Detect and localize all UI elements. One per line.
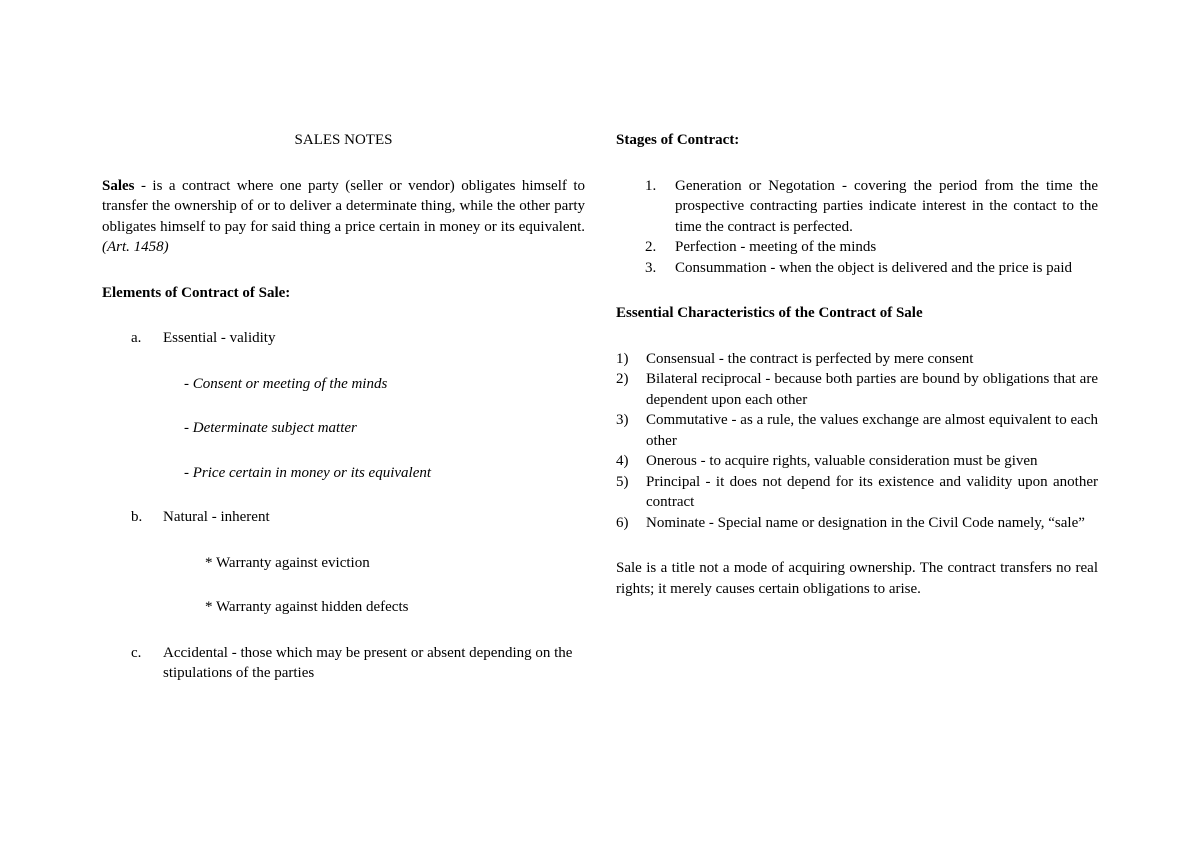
characteristic-text: Bilateral reciprocal - because both parties are bound by obligations that are dependent upon each other (646, 371, 1098, 408)
essential-item-consent: - Consent or meeting of the minds (184, 375, 388, 392)
sales-citation: (Art. 1458) (102, 239, 169, 255)
characteristic-text: Consensual - the contract is perfected by mere consent (646, 350, 974, 367)
stages-list (616, 176, 1098, 279)
list-marker: b. (131, 509, 143, 525)
list-item (616, 258, 1098, 279)
list-item (616, 176, 1098, 238)
left-column (102, 130, 585, 684)
natural-item-eviction: * Warranty against eviction (205, 554, 370, 571)
list-marker: 2) (616, 371, 629, 387)
list-marker: 2. (645, 239, 657, 255)
sales-definition-text: - is a contract where one party (seller or vendor) obligates himself to transfer the ownership of or to deliver a determinate thing, while the other party obligates himself to pay for said thing a price certain in money or its equivalent. (102, 177, 585, 235)
element-accidental (102, 643, 585, 684)
list-item (616, 410, 1098, 451)
natural-item-hidden-defects: * Warranty against hidden defects (205, 599, 409, 615)
list-item (616, 513, 1098, 534)
element-essential (102, 328, 585, 349)
list-item (616, 349, 1098, 370)
element-accidental-label: Accidental - those which may be present or absent depending on the stipulations of the parties (163, 644, 573, 681)
list-item (616, 369, 1098, 410)
characteristics-list (616, 349, 1098, 534)
characteristic-text: Commutative - as a rule, the values exchange are almost equivalent to each other (646, 412, 1098, 449)
list-marker: 6) (616, 514, 629, 531)
right-column (616, 130, 1098, 599)
list-marker: 1) (616, 350, 629, 367)
characteristic-text: Onerous - to acquire rights, valuable consideration must be given (646, 453, 1038, 469)
sales-term: Sales (102, 177, 135, 194)
list-marker: 5) (616, 473, 629, 490)
element-natural-label: Natural - inherent (163, 509, 270, 525)
list-marker: c. (131, 644, 142, 661)
stage-text: Perfection - meeting of the minds (675, 239, 877, 255)
elements-heading: Elements of Contract of Sale: (102, 284, 291, 301)
list-item (616, 451, 1098, 472)
list-item (616, 237, 1098, 258)
stage-text: Consummation - when the object is delivered and the price is paid (675, 259, 1072, 276)
document-title: SALES NOTES (294, 132, 393, 148)
list-marker: 1. (645, 177, 657, 194)
essential-item-price: - Price certain in money or its equivalent (184, 464, 432, 481)
element-essential-label: Essential - validity (163, 330, 276, 346)
list-marker: 3. (645, 259, 657, 276)
element-natural (102, 507, 585, 528)
list-marker: a. (131, 330, 142, 346)
sales-definition (102, 176, 585, 258)
stage-text: Generation or Negotation - covering the period from the time the prospective contracting parties indicate interest in the contact to the time the contract is perfected. (675, 177, 1098, 235)
essential-item-subject-matter: - Determinate subject matter (184, 420, 357, 436)
list-marker: 4) (616, 453, 629, 469)
closing-paragraph: Sale is a title not a mode of acquiring ownership. The contract transfers no real rights; it merely causes certain obligations to arise. (616, 560, 1098, 597)
stages-heading: Stages of Contract: (616, 132, 740, 148)
characteristic-text: Principal - it does not depend for its existence and validity upon another contract (646, 473, 1098, 510)
list-item (616, 472, 1098, 513)
characteristic-text: Nominate - Special name or designation in the Civil Code namely, “sale” (646, 514, 1085, 531)
characteristics-heading: Essential Characteristics of the Contract of Sale (616, 305, 923, 321)
list-marker: 3) (616, 412, 629, 428)
